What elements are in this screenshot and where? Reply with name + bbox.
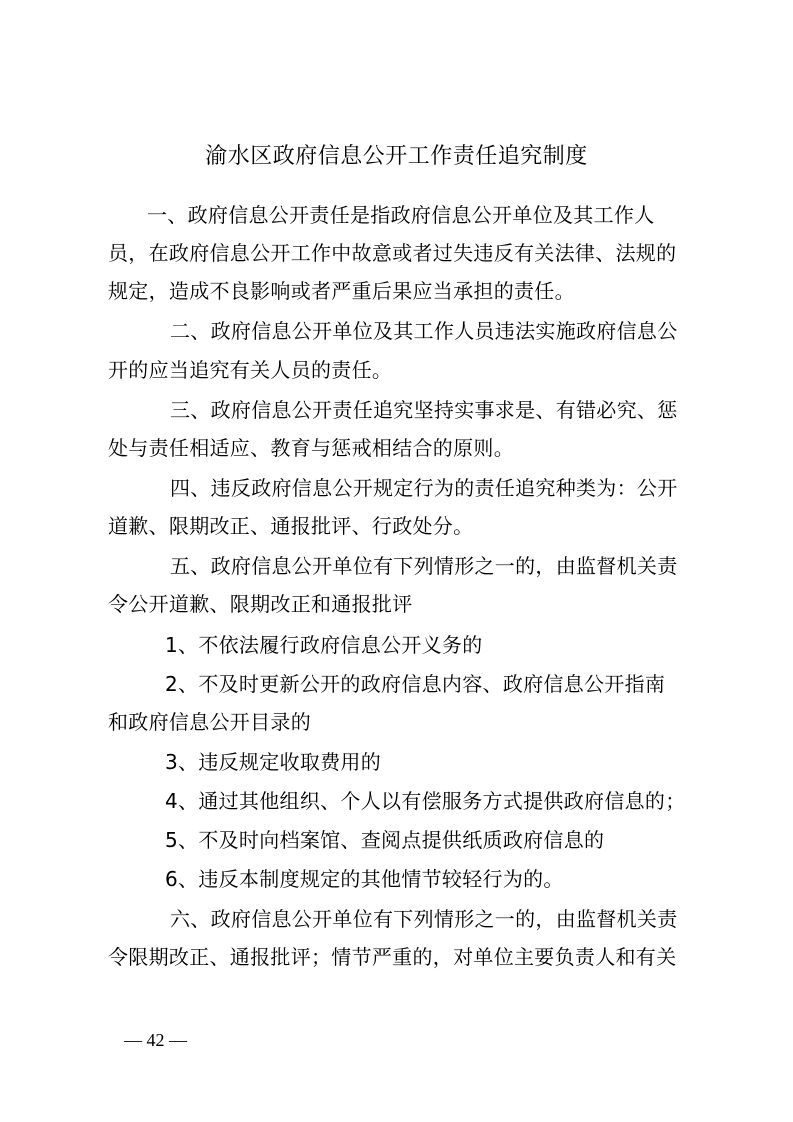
text-line: 道歉、限期改正、通报批评、行政处分。	[108, 514, 474, 538]
text-line: 处与责任相适应、教育与惩戒相结合的原则。	[108, 436, 514, 460]
text-line: 4、通过其他组织、个人以有偿服务方式提供政府信息的；	[165, 789, 686, 813]
text-line: 三、政府信息公开责任追究坚持实事求是、有错必究、惩	[170, 398, 678, 422]
page-number: — 42 —	[124, 1030, 187, 1050]
text-line: 五、政府信息公开单位有下列情形之一的，由监督机关责	[170, 554, 678, 578]
text-line: 规定，造成不良影响或者严重后果应当承担的责任。	[108, 279, 575, 303]
text-line: 一、政府信息公开责任是指政府信息公开单位及其工作人	[147, 203, 655, 227]
text-line: 5、不及时向档案馆、查阅点提供纸质政府信息的	[165, 828, 605, 852]
document-title: 渝水区政府信息公开工作责任追究制度	[205, 144, 588, 169]
text-line: 2、不及时更新公开的政府信息内容、政府信息公开指南	[165, 672, 666, 696]
text-line: 令限期改正、通报批评；情节严重的，对单位主要负责人和有关	[108, 945, 677, 969]
text-line: 四、违反政府信息公开规定行为的责任追究种类为：公开	[170, 476, 678, 500]
text-line: 6、违反本制度规定的其他情节较轻行为的。	[165, 867, 564, 891]
text-line: 二、政府信息公开单位及其工作人员违法实施政府信息公	[170, 319, 678, 343]
text-line: 开的应当追究有关人员的责任。	[108, 358, 393, 382]
text-line: 和政府信息公开目录的	[108, 710, 311, 734]
text-line: 员，在政府信息公开工作中故意或者过失违反有关法律、法规的	[108, 241, 677, 265]
text-line: 3、违反规定收取费用的	[165, 750, 382, 774]
text-line: 六、政府信息公开单位有下列情形之一的，由监督机关责	[170, 907, 678, 931]
text-line: 1、不依法履行政府信息公开义务的	[165, 633, 483, 657]
text-line: 令公开道歉、限期改正和通报批评	[108, 592, 413, 616]
